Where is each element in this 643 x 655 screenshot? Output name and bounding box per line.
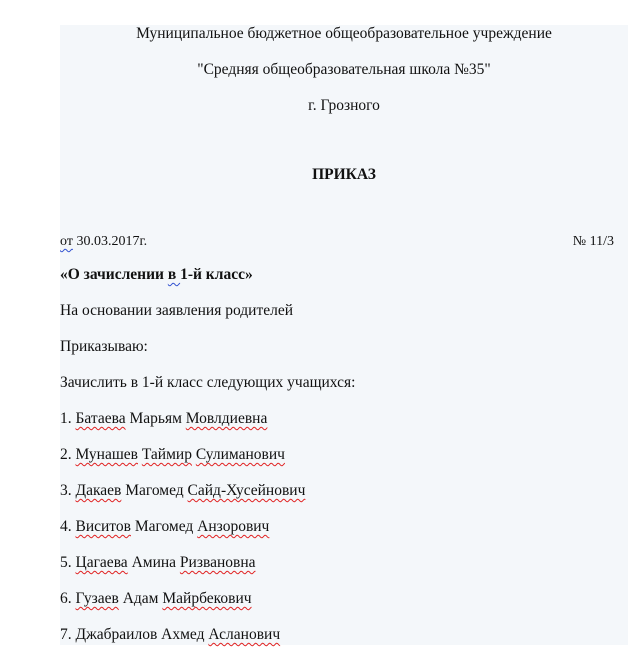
student-number: 6. [60,590,76,607]
subject-part: в [167,266,181,283]
student-name-word: Асланович [208,626,281,643]
document-title: ПРИКАЗ [312,166,376,183]
student-name-word: Адам [122,590,159,607]
student-name-word: Мунашев [75,446,138,463]
student-number: 4. [60,518,76,535]
student-name-word: Таймир [141,446,192,463]
student-name-word: Магомед [125,482,184,499]
document-page [60,25,628,645]
student-name-word: Джабраилов [75,626,158,643]
student-number: 1. [60,410,76,427]
student-name-word: Майрбекович [162,590,252,607]
date: 30.03.2017г. [76,234,148,249]
student-item [60,446,285,464]
subject-part: 1-й класс» [180,266,253,283]
student-name-word: Гузаев [75,590,119,607]
student-name-word: Магомед [134,518,194,535]
student-number: 5. [60,554,76,571]
student-number: 7. [60,626,76,643]
school-line: "Средняя общеобразовательная школа №35" [197,61,491,78]
student-name-word: Сайд-Хусейнович [187,482,306,499]
basis-line: На основании заявления родителей [60,302,294,319]
student-name-word: Ахмед [161,626,205,643]
student-name-word: Сулиманович [195,446,285,463]
date-prefix: от [60,234,73,249]
student-item [60,626,280,644]
student-number: 3. [60,482,76,499]
order-line: Приказываю: [60,338,148,355]
student-item [60,410,267,428]
date-line [60,233,147,251]
student-name-word: Мовлдиевна [185,410,268,427]
student-name-word: Амина [131,554,177,571]
order-number: № 11/3 [572,234,614,249]
student-name-word: Анзорович [197,518,270,535]
subject-part: «О зачислении [60,266,168,283]
student-item [60,590,252,608]
student-item [60,518,269,536]
enroll-line: Зачислить в 1-й класс следующих учащихся: [60,374,356,391]
city-line: г. Грозного [308,97,380,114]
student-name-word: Ризвановна [179,554,256,571]
student-item [60,482,305,500]
order-subject [60,266,253,284]
student-name-word: Марьям [129,410,182,427]
student-item [60,554,256,572]
student-name-word: Виситов [75,518,131,535]
student-name-word: Цагаева [75,554,128,571]
institution-line: Муниципальное бюджетное общеобразовательное учреждение [136,25,552,42]
student-number: 2. [60,446,76,463]
student-name-word: Батаева [75,410,126,427]
student-name-word: Дакаев [75,482,122,499]
